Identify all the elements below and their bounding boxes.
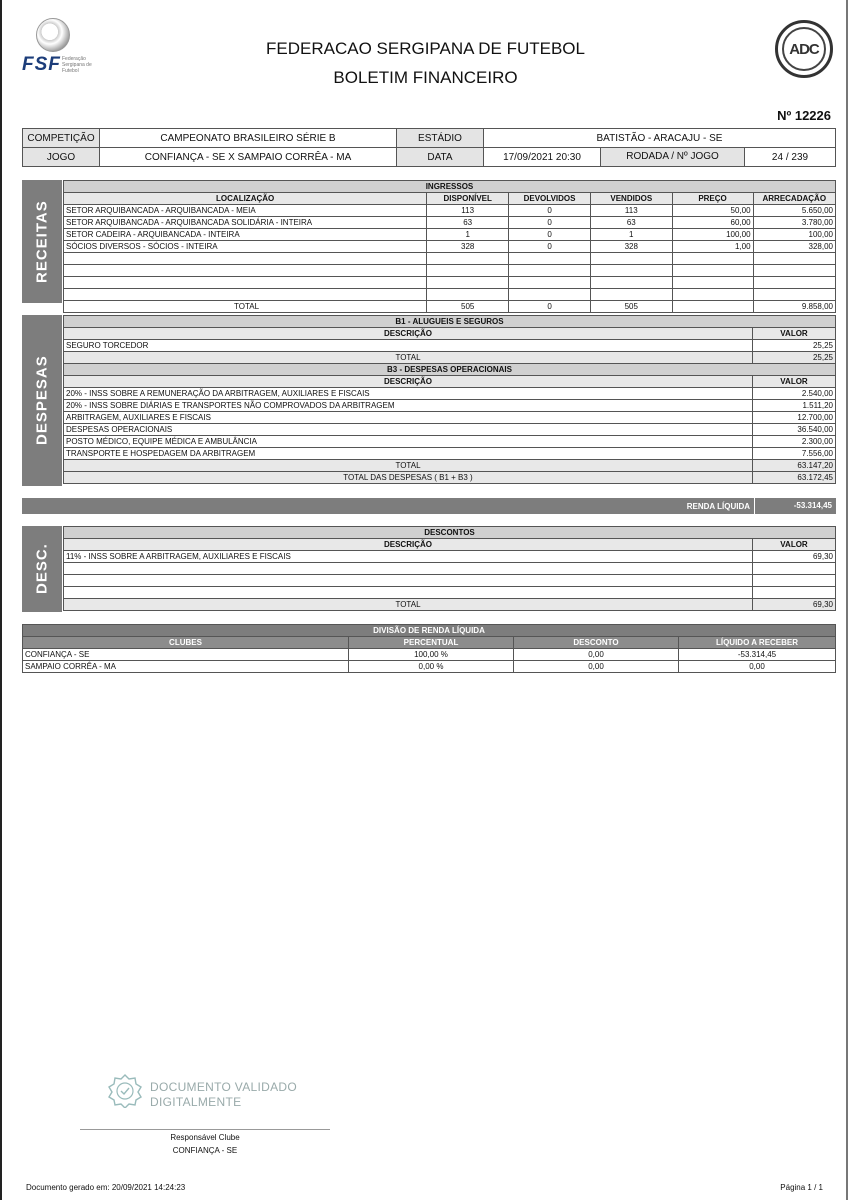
col-descricao: DESCRIÇÃO (64, 328, 753, 340)
table-row (64, 448, 836, 460)
descontos-section-label: DESC. (22, 526, 62, 612)
row-revenue: 328,00 (753, 241, 835, 253)
total-available: 505 (427, 301, 509, 313)
stamp-line-2: DIGITALMENTE (150, 1095, 242, 1109)
row-sold: 63 (591, 217, 673, 229)
club-net: 0,00 (679, 661, 836, 673)
col-descricao: DESCRIÇÃO (64, 539, 753, 551)
empty-row (64, 289, 836, 301)
ingressos-title: INGRESSOS (64, 181, 836, 193)
table-row (64, 551, 836, 563)
club-net: -53.314,45 (679, 649, 836, 661)
expense-description: ARBITRAGEM, AUXILIARES E FISCAIS (64, 412, 753, 424)
col-vendidos: VENDIDOS (591, 193, 673, 205)
club-discount: 0,00 (514, 661, 679, 673)
b1-total-label: TOTAL (64, 352, 753, 364)
stamp-line-1: DOCUMENTO VALIDADO (150, 1080, 297, 1094)
col-valor: VALOR (753, 539, 836, 551)
net-income-bar (22, 498, 836, 514)
total-label: TOTAL (64, 301, 427, 313)
stamp-text (150, 1080, 297, 1110)
col-percentual: PERCENTUAL (349, 637, 514, 649)
table-row (64, 436, 836, 448)
table-row (64, 424, 836, 436)
discount-total-label: TOTAL (64, 599, 753, 611)
document-title: BOLETIM FINANCEIRO (333, 68, 518, 87)
adc-club-logo (775, 20, 833, 78)
col-valor: VALOR (753, 328, 836, 340)
expense-value: 7.556,00 (753, 448, 836, 460)
row-price: 100,00 (672, 229, 753, 241)
club-name: CONFIANÇA - SE (23, 649, 349, 661)
col-clubes: CLUBES (23, 637, 349, 649)
descontos-title: DESCONTOS (64, 527, 836, 539)
expense-value: 1.511,20 (753, 400, 836, 412)
empty-row (64, 563, 836, 575)
col-valor: VALOR (753, 376, 836, 388)
despesas-section-label: DESPESAS (22, 315, 62, 486)
empty-row (64, 587, 836, 599)
grand-total-label: TOTAL DAS DESPESAS ( B1 + B3 ) (64, 472, 753, 484)
b3-title: B3 - DESPESAS OPERACIONAIS (64, 364, 836, 376)
total-returned: 0 (509, 301, 591, 313)
federation-title: FEDERACAO SERGIPANA DE FUTEBOL (266, 39, 585, 58)
expense-value: 12.700,00 (753, 412, 836, 424)
discount-total-row (64, 599, 836, 611)
table-row (64, 217, 836, 229)
fsf-logo-text: FSF (22, 54, 61, 75)
fsf-logo-subtext: Federação Sergipana de Futebol (62, 56, 92, 74)
row-available: 1 (427, 229, 509, 241)
certificate-seal-icon (108, 1074, 142, 1108)
grand-total-value: 63.172,45 (753, 472, 836, 484)
table-row (64, 400, 836, 412)
col-arrecadacao: ARRECADAÇÃO (753, 193, 835, 205)
b1-total-row (64, 352, 836, 364)
row-sold: 113 (591, 205, 673, 217)
col-preco: PREÇO (672, 193, 753, 205)
row-revenue: 3.780,00 (753, 217, 835, 229)
game-value: CONFIANÇA - SE X SAMPAIO CORRÊA - MA (100, 148, 397, 167)
row-returned: 0 (509, 229, 591, 241)
total-row (64, 301, 836, 313)
net-income-label: RENDA LÍQUIDA (686, 502, 750, 511)
signature-line (80, 1129, 330, 1130)
date-value: 17/09/2021 20:30 (484, 148, 601, 167)
signature-role: Responsável Clube (170, 1133, 240, 1142)
total-revenue: 9.858,00 (753, 301, 835, 313)
col-localizacao: LOCALIZAÇÃO (64, 193, 427, 205)
total-sold: 505 (591, 301, 673, 313)
row-price: 60,00 (672, 217, 753, 229)
b3-total-row (64, 460, 836, 472)
discount-description: 11% - INSS SOBRE A ARBITRAGEM, AUXILIARES E FISCAIS (64, 551, 753, 563)
signature-club: CONFIANÇA - SE (172, 1146, 238, 1155)
empty-row (64, 265, 836, 277)
empty-row (64, 253, 836, 265)
receitas-table (63, 180, 836, 313)
expense-value: 2.540,00 (753, 388, 836, 400)
club-discount: 0,00 (514, 649, 679, 661)
table-row (64, 241, 836, 253)
table-row (23, 649, 836, 661)
expense-description: POSTO MÉDICO, EQUIPE MÉDICA E AMBULÂNCIA (64, 436, 753, 448)
table-row (64, 205, 836, 217)
expense-description: DESPESAS OPERACIONAIS (64, 424, 753, 436)
round-cell (601, 148, 836, 167)
row-available: 113 (427, 205, 509, 217)
competition-label: COMPETIÇÃO (23, 129, 100, 148)
total-price (672, 301, 753, 313)
row-available: 328 (427, 241, 509, 253)
table-row (64, 412, 836, 424)
b3-total-label: TOTAL (64, 460, 753, 472)
table-row (64, 340, 836, 352)
col-liquido: LÍQUIDO A RECEBER (679, 637, 836, 649)
row-location: SÓCIOS DIVERSOS - SÓCIOS - INTEIRA (64, 241, 427, 253)
round-label: RODADA / Nº JOGO (601, 148, 745, 166)
game-label: JOGO (23, 148, 100, 167)
club-percent: 100,00 % (349, 649, 514, 661)
b1-total-value: 25,25 (753, 352, 836, 364)
row-available: 63 (427, 217, 509, 229)
discount-total-value: 69,30 (753, 599, 836, 611)
page-number: Página 1 / 1 (780, 1183, 823, 1192)
table-row (23, 661, 836, 673)
competition-value: CAMPEONATO BRASILEIRO SÉRIE B (100, 129, 397, 148)
row-revenue: 100,00 (753, 229, 835, 241)
generated-timestamp: Documento gerado em: 20/09/2021 14:24:23 (26, 1183, 186, 1192)
expense-value: 36.540,00 (753, 424, 836, 436)
b1-title: B1 - ALUGUEIS E SEGUROS (64, 316, 836, 328)
expense-description: 20% - INSS SOBRE DIÁRIAS E TRANSPORTES NÃO COMPROVADOS DA ARBITRAGEM (64, 400, 753, 412)
row-location: SETOR ARQUIBANCADA - ARQUIBANCADA - MEIA (64, 205, 427, 217)
round-value: 24 / 239 (771, 151, 809, 163)
document-number: Nº 12226 (777, 108, 831, 123)
adc-logo-text: ADC (782, 27, 826, 71)
col-desconto: DESCONTO (514, 637, 679, 649)
row-returned: 0 (509, 217, 591, 229)
descontos-table (63, 526, 836, 611)
expense-description: SEGURO TORCEDOR (64, 340, 753, 352)
row-location: SETOR CADEIRA - ARQUIBANCADA - INTEIRA (64, 229, 427, 241)
grand-total-row (64, 472, 836, 484)
stadium-label: ESTÁDIO (397, 129, 484, 148)
club-name: SAMPAIO CORRÊA - MA (23, 661, 349, 673)
division-title: DIVISÃO DE RENDA LÍQUIDA (23, 625, 836, 637)
row-location: SETOR ARQUIBANCADA - ARQUIBANCADA SOLIDÁRIA - INTEIRA (64, 217, 427, 229)
row-returned: 0 (509, 241, 591, 253)
expense-description: 20% - INSS SOBRE A REMUNERAÇÃO DA ARBITRAGEM, AUXILIARES E FISCAIS (64, 388, 753, 400)
col-disponivel: DISPONÍVEL (427, 193, 509, 205)
row-revenue: 5.650,00 (753, 205, 835, 217)
expense-value: 25,25 (753, 340, 836, 352)
expense-description: TRANSPORTE E HOSPEDAGEM DA ARBITRAGEM (64, 448, 753, 460)
row-price: 50,00 (672, 205, 753, 217)
expense-value: 2.300,00 (753, 436, 836, 448)
col-devolvidos: DEVOLVIDOS (509, 193, 591, 205)
row-sold: 328 (591, 241, 673, 253)
b3-total-value: 63.147,20 (753, 460, 836, 472)
empty-row (64, 277, 836, 289)
table-row (64, 388, 836, 400)
despesas-table (63, 315, 836, 484)
receitas-section-label: RECEITAS (22, 180, 62, 303)
date-label: DATA (397, 148, 484, 167)
col-descricao: DESCRIÇÃO (64, 376, 753, 388)
row-returned: 0 (509, 205, 591, 217)
row-price: 1,00 (672, 241, 753, 253)
net-income-value: -53.314,45 (754, 498, 836, 514)
empty-row (64, 575, 836, 587)
club-percent: 0,00 % (349, 661, 514, 673)
discount-value: 69,30 (753, 551, 836, 563)
stadium-value: BATISTÃO - ARACAJU - SE (484, 129, 836, 148)
income-division-table (22, 624, 836, 673)
row-sold: 1 (591, 229, 673, 241)
digital-validation-stamp (108, 1072, 338, 1122)
match-info-table (22, 128, 836, 167)
table-row (64, 229, 836, 241)
